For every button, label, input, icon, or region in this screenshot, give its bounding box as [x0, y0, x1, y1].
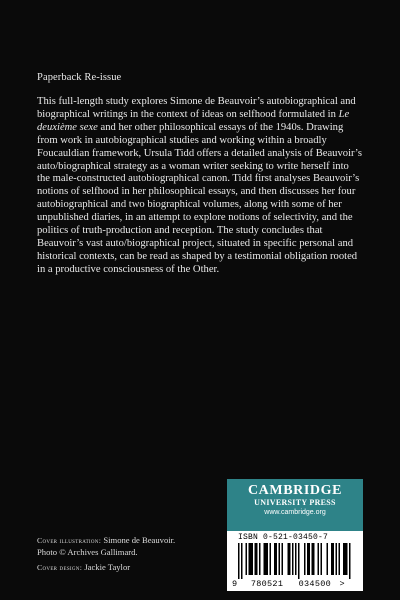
photo-credit: Photo © Archives Gallimard. — [37, 546, 138, 557]
blurb-book-title: Le deuxième sexe — [37, 108, 350, 133]
barcode-bar — [259, 543, 261, 575]
publisher-url: www.cambridge.org — [264, 509, 326, 516]
barcode-bar — [274, 543, 277, 575]
barcode-bar — [343, 543, 348, 575]
ean-number — [232, 579, 358, 589]
barcode-bar — [336, 543, 338, 575]
ean-right: 034500 — [298, 579, 332, 589]
barcode-bar — [318, 543, 320, 575]
barcode-bar — [307, 543, 310, 575]
barcode-bar — [327, 543, 329, 575]
book-blurb — [37, 96, 363, 277]
publisher-logo — [227, 479, 363, 531]
barcode-bar — [246, 543, 248, 575]
barcode-bar — [249, 543, 254, 575]
publisher-press: UNIVERSITY PRESS — [254, 498, 336, 507]
barcode-bar — [270, 543, 272, 575]
cover-illustration-value: Simone de Beauvoir. — [103, 535, 176, 545]
cover-design-credit — [37, 562, 237, 574]
barcode-bars — [238, 543, 352, 579]
barcode-bar — [241, 543, 243, 579]
ean-suffix: > — [339, 579, 345, 589]
barcode-bar — [238, 543, 240, 579]
barcode-bar — [298, 543, 300, 579]
ean-prefix: 9 — [232, 579, 238, 589]
barcode-bar — [264, 543, 269, 575]
barcode-panel — [227, 531, 363, 591]
barcode-bar — [255, 543, 258, 575]
publisher-name: CAMBRIDGE — [247, 483, 343, 498]
barcode-bar — [282, 543, 284, 575]
barcode-bar — [292, 543, 294, 575]
ean-left: 780521 — [250, 579, 284, 589]
blurb-text-end: and her other philosophical essays of the 1940s. Drawing from work in autobiographical studies and working within a broadly Foucauldian framework, Ursula Tidd offers a detailed analysis of Beauvoir’s auto/biographical strategy as a woman writer seeking to write herself into the male-constructed autobiographical canon. Tidd first analyses Beauvoir’s notions of selfhood in her philosophical essays, and then discusses her four autobiographical and two biographical volumes, along with some of her unpublished diaries, in an attempt to explore notions of selectivity, and the politics of truth-production and reception. The study concludes that Beauvoir’s vast auto/biographical project, situated in specific personal and historical contexts, can be read as shaped by a testimonial obligation rooted in a productive consciousness of the Other. — [37, 121, 363, 275]
barcode-bar — [312, 543, 315, 575]
barcode-bar — [331, 543, 334, 575]
cover-illustration-credit — [37, 535, 237, 547]
barcode-bar — [295, 543, 297, 575]
isbn-number: ISBN 0-521-03450-7 — [238, 533, 329, 542]
barcode-bar — [288, 543, 291, 575]
cover-design-label: Cover design: — [37, 563, 83, 572]
reissue-heading: Paperback Re-issue — [37, 72, 122, 83]
barcode-bar — [279, 543, 281, 575]
blurb-paragraph — [37, 96, 363, 277]
cover-illustration-label: Cover illustration: — [37, 536, 102, 545]
barcode-bar — [304, 543, 306, 575]
barcode-bar — [349, 543, 351, 579]
barcode-bar — [321, 543, 323, 575]
barcode-bar — [339, 543, 341, 575]
cover-design-value: Jackie Taylor — [84, 562, 131, 572]
cover-credits — [37, 535, 237, 574]
blurb-text-start: This full-length study explores Simone de Beauvoir’s autobiographical and biographical writings in the context of ideas on selfhood formulated in — [37, 96, 356, 120]
